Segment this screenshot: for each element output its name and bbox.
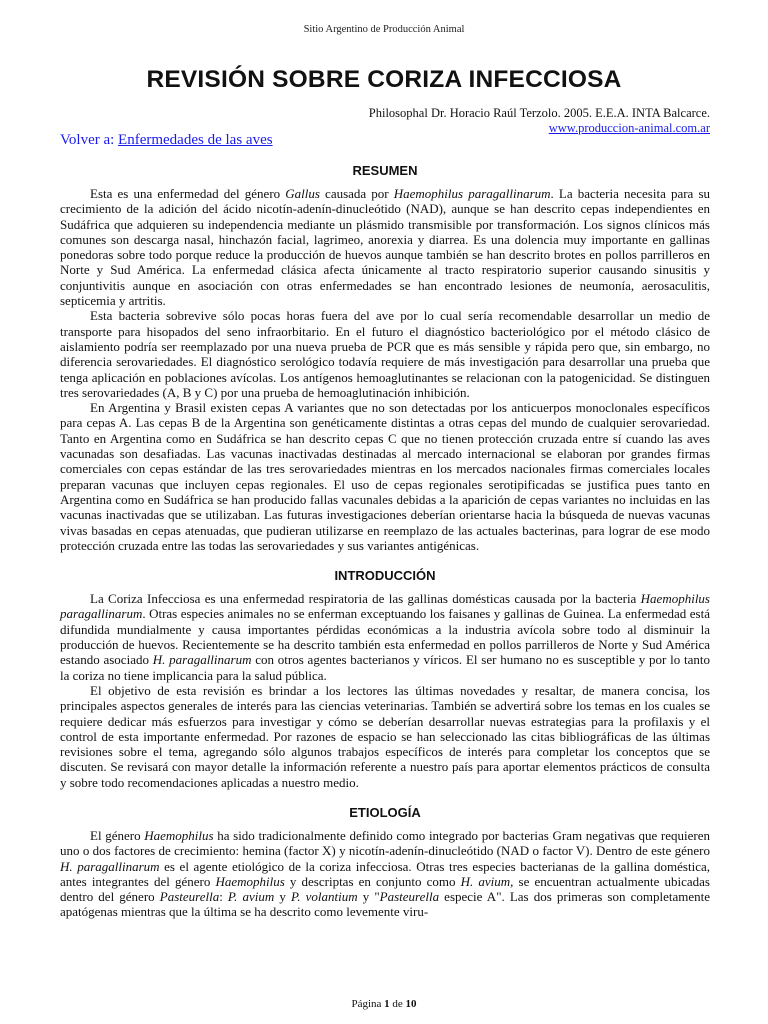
site-header: Sitio Argentino de Producción Animal [303,24,465,35]
back-nav [60,132,273,149]
text-run: El género [90,827,145,843]
section-body [60,828,710,920]
paragraph [60,683,710,790]
italic-term: P. avium [227,889,275,905]
italic-term: Pasteurella [159,889,220,905]
text-run: En Argentina y Brasil existen cepas A variantes que no son detectadas por los anticuerpos monoclonales específicos para cepas A. Las cepas B de la Argentina son genéticamente distintas a otras cepas del mundo de cualquier serovariedad. Tanto en Argentina como en Sudáfrica se han descrito cepas C que no tienen protección cruzada entre sí cuando las aves vacunadas son desafiadas. Las vacunas inactivadas destinadas al mercado internacional se elaboran por grandes firmas comerciales con cepas estándar de las tres serovariedades mientras en los mercados nacionales firmas comerciales locales preparan vacunas que incluyen cepas regionales. El uso de cepas regionales serotipificadas se justifica pues tanto en Argentina como en Sudáfrica se han producido fallas vacunales debidas a la aparición de cepas variantes no incluidas en las vacunas inactivadas que se utilizaban. Las futuras investigaciones deberían orientarse hacia la búsqueda de nuevas vacunas vivas basadas en cepas atenuadas, que pudieran utilizarse en reemplazo de las actuales bacterinas, para lograr de ese modo protección cruzada entre las todas las serovariedades y sus variantes antigénicas. [60,400,710,553]
text-run: con otros agentes bacterianos y víricos. El ser humano no es susceptible y por lo tanto la coriza no tiene implicancia para la salud pública. [60,652,710,683]
text-run: y descriptas en conjunto como [284,873,461,889]
page-total: 10 [405,998,417,1010]
section-body [60,591,710,790]
text-run: es el agente etiológico de la coriza infecciosa. Otras tres especies bacterianas de la gallina doméstica, antes integrantes del género [60,858,710,889]
paragraph [60,591,710,683]
italic-term: H. avium, [460,873,514,889]
text-run: El objetivo de esta revisión es brindar a los lectores las últimas novedades y resaltar, de manera concisa, los principales aspectos generales de interés para las ciencias veterinarias. También se advertirá sobre los temas en los cuales se requiere dedicar más esfuerzos para investigar y cómo se deberían desarrollar nuevas estrategias para la profilaxis y el control de esta importante enfermedad. Por razones de espacio se han seleccionado las citas bibliográficas de las últimas revisiones sobre el tema, agregando sólo algunos trabajos específicos de interés para completar los conceptos que se discuten. Se revisará con mayor detalle la información referente a nuestro país para aportar elementos prácticos de consulta y sobre todo recomendaciones aplicadas a nuestro medio. [60,682,710,790]
text-run: se encuentran actualmente ubicadas dentro del género [60,873,710,905]
paragraph [60,828,710,920]
italic-term: H. paragallinarum [152,652,252,668]
paragraph [60,400,710,553]
text-run: y " [357,889,380,905]
text-run: Esta bacteria sobrevive sólo pocas horas fuera del ave por lo cual sería recomendable desarrollar un medio de transporte para hisopados del seno infraorbitario. En el futuro el diagnóstico bacteriológico por el método clásico de aislamiento podría ser reemplazado por una nueva prueba de PCR que es más sensible y rápida pero que, sin embargo, no diferencia serovariedades. El diagnóstico serológico todavía requiere de más investigación para desarrollar una prueba que tenga aplicación en poblaciones avícolas. Los antígenos hemoaglutinantes se relacionan con la patogenicidad. Se distinguen tres serovariedades (A, B y C) por una prueba de hemoaglutinación inhibición. [60,308,710,400]
text-run: La Coriza Infecciosa es una enfermedad respiratoria de las gallinas domésticas causada por la bacteria [90,591,641,607]
italic-term: Haemophilus [215,873,285,889]
text-run: causada por [319,186,394,201]
author-line: Philosophal Dr. Horacio Raúl Terzolo. 2005. E.E.A. INTA Balcarce. [368,106,710,120]
text-run: : [219,889,228,905]
page-number: 1 [384,998,390,1010]
italic-term: Haemophilus [144,827,214,843]
website-link[interactable]: www.produccion-animal.com.ar [548,121,710,135]
italic-term: H. paragallinarum [60,858,160,874]
text-run: y [274,889,292,905]
footer-prefix: Página [351,998,385,1010]
section-heading: ETIOLOGÍA [349,804,421,820]
footer-sep: de [389,998,406,1010]
section-heading: RESUMEN [352,163,418,178]
page-footer [0,998,768,1010]
paragraph [60,308,710,400]
italic-term: Gallus [285,186,320,201]
paragraph [60,186,710,308]
page-title: REVISIÓN SOBRE CORIZA INFECCIOSA [146,66,622,93]
text-run: ha sido tradicionalmente definido como integrado por bacterias Gram negativas que requieren uno o dos factores de crecimiento: hemina (factor X) y nicotín-adenín-dinucleótido (NAD o factor V). Dentro de este género [60,827,710,859]
section-body [60,186,710,553]
author-block [369,106,710,136]
text-run: . La bacteria necesita para su crecimiento de la adición del ácido nicotín-adenín-dinucleótido (NAD), aunque se han descrito cepas independientes en Sudáfrica que adquieren su independencia mediante un plásmido transmisible por transformación. Los signos clínicos más comunes son descarga nasal, hinchazón facial, lagrimeo, anorexia y diarrea. Es una dolencia muy importante en gallinas ponedoras sobre todo porque reduce la producción de huevos aunque también se han descrito brotes en pollos parrilleros en Norte y Sud América. La enfermedad clásica afecta únicamente al tracto respiratorio superior causando sinusitis y conjuntivitis aunque en asociación con otras enfermedades se han encontrado lesiones de neumonía, aerosaculitis, septicemia y artritis. [60,186,710,309]
back-link-enfermedades-aves[interactable]: Enfermedades de las aves [118,132,273,148]
text-run: Esta es una enfermedad del género [90,186,286,201]
article-body [60,160,710,932]
text-run: especie A". Las dos primeras son completamente apatógenas mientras que la última se ha descrito como levemente viru- [60,889,710,920]
back-nav-prefix: Volver a: [60,132,119,148]
italic-term: Haemophilus paragallinarum [393,186,551,201]
italic-term: Pasteurella [379,889,440,905]
section-heading: INTRODUCCIÓN [334,568,436,584]
italic-term: P. volantium [291,889,358,905]
text-run: . Otras especies animales no se enferman exceptuando los faisanes y gallinas de Guinea. La enfermedad está difundida mundialmente y causa importantes pérdidas económicas a la industria avícola sobre todo al disminuir la producción de huevos. Recientemente se ha descrito también esta enfermedad en pollos parrilleros de Norte y Sud América estando asociado [60,606,710,668]
italic-term: Haemophilus paragallinarum [60,591,710,622]
